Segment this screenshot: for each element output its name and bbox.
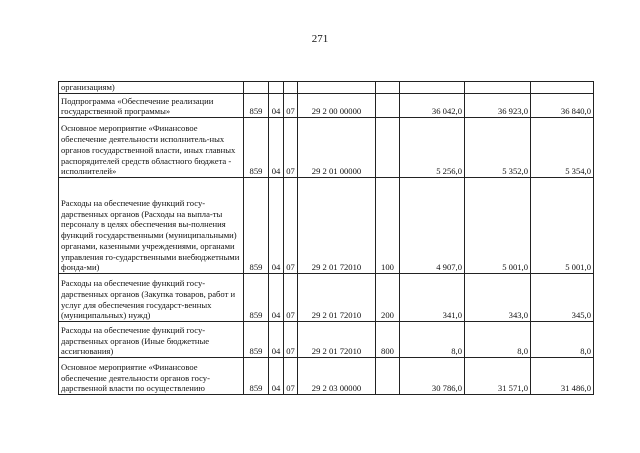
cell-vr: 200 xyxy=(376,274,400,322)
cell-year1: 8,0 xyxy=(400,322,465,358)
cell-csr: 29 2 01 00000 xyxy=(298,118,376,178)
cell-csr: 29 2 00 00000 xyxy=(298,94,376,118)
row-name: Расходы на обеспечение функций госу-дарственных органов (Расходы на выпла-ты персоналу в целях обеспечения вы-полнения функций государственными (муниципальными) органами, казенными учреждениями, органами управления го-сударственными внебюджетными фонда-ми) xyxy=(59,178,244,274)
cell-year2: 8,0 xyxy=(465,322,531,358)
cell-year3: 5 354,0 xyxy=(531,118,594,178)
cell-gr: 859 xyxy=(244,322,269,358)
cell-csr: 29 2 03 00000 xyxy=(298,358,376,395)
cell-rz: 04 xyxy=(269,118,284,178)
cell-rz xyxy=(269,82,284,94)
cell-year3: 31 486,0 xyxy=(531,358,594,395)
cell-rz: 04 xyxy=(269,94,284,118)
cell-vr xyxy=(376,94,400,118)
cell-pr: 07 xyxy=(284,118,298,178)
row-name: Подпрограмма «Обеспечение реализации государственной программы» xyxy=(59,94,244,118)
cell-year1: 4 907,0 xyxy=(400,178,465,274)
cell-csr: 29 2 01 72010 xyxy=(298,178,376,274)
budget-table xyxy=(58,81,594,395)
table-row xyxy=(59,82,594,94)
cell-pr: 07 xyxy=(284,94,298,118)
cell-vr xyxy=(376,358,400,395)
cell-vr xyxy=(376,82,400,94)
cell-rz: 04 xyxy=(269,178,284,274)
cell-year2: 343,0 xyxy=(465,274,531,322)
cell-year3: 345,0 xyxy=(531,274,594,322)
cell-year1: 5 256,0 xyxy=(400,118,465,178)
row-name: Расходы на обеспечение функций госу-дарственных органов (Закупка товаров, работ и услуг для обеспечения государст-венных (муниципальных) нужд) xyxy=(59,274,244,322)
cell-year3: 5 001,0 xyxy=(531,178,594,274)
cell-vr: 800 xyxy=(376,322,400,358)
cell-year2: 5 001,0 xyxy=(465,178,531,274)
table-row xyxy=(59,322,594,358)
cell-year3 xyxy=(531,82,594,94)
cell-year2: 31 571,0 xyxy=(465,358,531,395)
cell-csr: 29 2 01 72010 xyxy=(298,274,376,322)
table-row xyxy=(59,178,594,274)
row-name: Основное мероприятие «Финансовое обеспечение деятельности исполнитель-ных органов государственной власти, иных главных распорядителей средств областного бюджета - исполнителей» xyxy=(59,118,244,178)
cell-vr xyxy=(376,118,400,178)
cell-pr: 07 xyxy=(284,178,298,274)
table-row xyxy=(59,358,594,395)
cell-year2: 5 352,0 xyxy=(465,118,531,178)
cell-gr: 859 xyxy=(244,118,269,178)
cell-year2 xyxy=(465,82,531,94)
cell-rz: 04 xyxy=(269,322,284,358)
cell-year1 xyxy=(400,82,465,94)
cell-year3: 36 840,0 xyxy=(531,94,594,118)
cell-pr xyxy=(284,82,298,94)
row-name: организациям) xyxy=(59,82,244,94)
cell-pr: 07 xyxy=(284,274,298,322)
cell-rz: 04 xyxy=(269,274,284,322)
cell-year1: 36 042,0 xyxy=(400,94,465,118)
table-row xyxy=(59,118,594,178)
cell-gr: 859 xyxy=(244,358,269,395)
cell-csr: 29 2 01 72010 xyxy=(298,322,376,358)
cell-year1: 341,0 xyxy=(400,274,465,322)
cell-year2: 36 923,0 xyxy=(465,94,531,118)
cell-gr: 859 xyxy=(244,274,269,322)
cell-year1: 30 786,0 xyxy=(400,358,465,395)
cell-vr: 100 xyxy=(376,178,400,274)
table-row xyxy=(59,274,594,322)
table-row xyxy=(59,94,594,118)
cell-gr: 859 xyxy=(244,94,269,118)
page-number: 271 xyxy=(311,33,329,45)
cell-year3: 8,0 xyxy=(531,322,594,358)
cell-gr: 859 xyxy=(244,178,269,274)
row-name: Основное мероприятие «Финансовое обеспечение деятельности органов госу-дарственной власти по осуществлению xyxy=(59,358,244,395)
cell-gr xyxy=(244,82,269,94)
cell-rz: 04 xyxy=(269,358,284,395)
cell-csr xyxy=(298,82,376,94)
cell-pr: 07 xyxy=(284,358,298,395)
row-name: Расходы на обеспечение функций госу-дарственных органов (Иные бюджетные ассигнования) xyxy=(59,322,244,358)
cell-pr: 07 xyxy=(284,322,298,358)
